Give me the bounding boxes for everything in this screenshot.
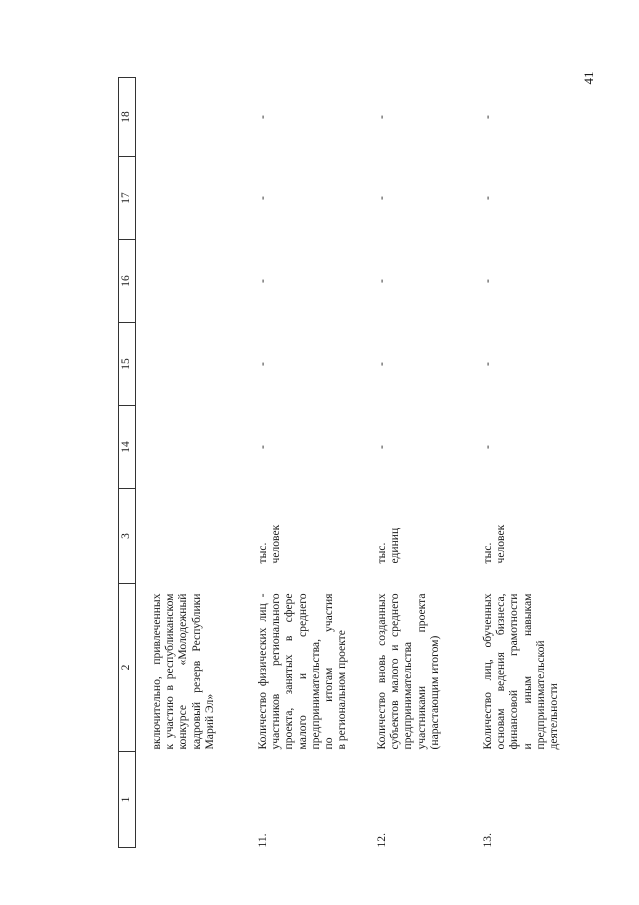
header-col-18: 18 [119, 78, 136, 157]
row-value-16: - [481, 279, 494, 283]
row-unit [136, 489, 243, 584]
description-line: (нарастающим итогом) [427, 635, 441, 750]
row-number: 13. [481, 833, 494, 848]
row-value-14: - [481, 445, 494, 449]
unit-line: человек [269, 524, 283, 564]
row-value-18 [136, 78, 243, 157]
description-line: в региональном проекте [335, 630, 349, 750]
indicators-table [118, 77, 576, 848]
rotated-table-sheet [118, 78, 561, 848]
table-row [467, 78, 576, 848]
header-col-16: 16 [119, 240, 136, 323]
row-value-15: - [481, 362, 494, 366]
description-line: предпринимательской [533, 640, 547, 750]
description-line: предпринимательства [401, 641, 415, 750]
row-value-15 [136, 323, 243, 406]
description-line: включительно, привлеченных [150, 593, 163, 750]
description-line: субъектов малого и среднего [388, 593, 402, 750]
description-line: к участию в республиканском [163, 593, 177, 750]
header-col-14: 14 [119, 406, 136, 489]
row-value-15: - [256, 362, 269, 366]
header-row [119, 78, 136, 848]
row-value-18: - [481, 115, 494, 119]
description-line: Количество вновь созданных [375, 593, 388, 750]
unit-line: тыс. [375, 542, 388, 564]
header-col-15: 15 [119, 323, 136, 406]
row-value-16: - [256, 279, 269, 283]
description-line: участников регионального [269, 593, 283, 750]
unit-line: тыс. [256, 542, 269, 564]
description-line: по итогам участия [322, 593, 336, 750]
description-line: основам ведения бизнеса, [494, 593, 508, 750]
row-description [467, 584, 576, 752]
row-unit [361, 489, 467, 584]
unit-line: тыс. [481, 542, 494, 564]
row-description [361, 584, 467, 752]
header-col-17: 17 [119, 157, 136, 240]
row-description [242, 584, 361, 752]
row-value-18: - [375, 115, 388, 119]
unit-line: человек [494, 524, 508, 564]
row-number [136, 752, 243, 848]
row-value-17: - [481, 196, 494, 200]
description-line: малого и среднего [295, 593, 309, 750]
description-line: участниками проекта [414, 593, 428, 750]
description-line: конкурсе «Молодежный [176, 593, 190, 750]
row-value-16: - [375, 279, 388, 283]
row-value-14 [136, 406, 243, 489]
header-col-2: 2 [119, 584, 136, 752]
row-value-17: - [256, 196, 269, 200]
row-value-17: - [375, 196, 388, 200]
page-number: 41 [581, 71, 596, 85]
description-line: Марий Эл» [202, 693, 216, 750]
description-line: предпринимательства, [308, 639, 322, 750]
header-col-3: 3 [119, 489, 136, 584]
row-unit [242, 489, 361, 584]
description-line: Количество лиц, обученных [481, 593, 494, 750]
row-unit [467, 489, 576, 584]
table-row [136, 78, 243, 848]
table-row [242, 78, 361, 848]
row-value-17 [136, 157, 243, 240]
description-line: кадровый резерв Республики [189, 593, 203, 750]
row-description [136, 584, 243, 752]
row-number: 12. [375, 833, 388, 848]
description-line: Количество физических лиц - [256, 593, 269, 750]
unit-line: единиц [388, 527, 402, 564]
description-line: финансовой грамотности [507, 593, 521, 750]
row-value-16 [136, 240, 243, 323]
table-row [361, 78, 467, 848]
row-number: 11. [256, 833, 269, 848]
row-value-14: - [375, 445, 388, 449]
description-line: деятельности [547, 683, 561, 750]
header-col-1: 1 [119, 752, 136, 848]
row-value-14: - [256, 445, 269, 449]
row-value-18: - [256, 115, 269, 119]
description-line: проекта, занятых в сфере [282, 593, 296, 750]
description-line: и иным навыкам [520, 593, 534, 750]
row-value-15: - [375, 362, 388, 366]
